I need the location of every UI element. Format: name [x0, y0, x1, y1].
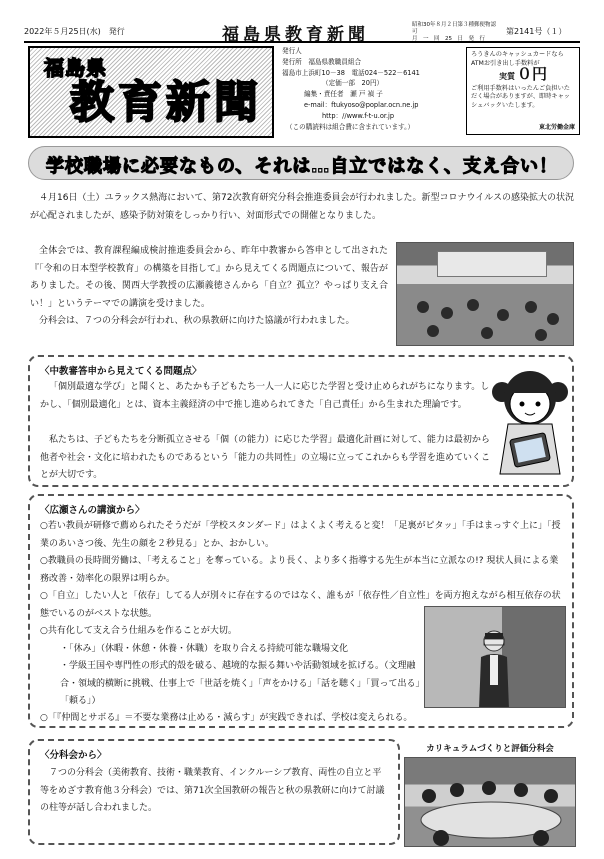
permit-line2: 月 一 回 25 日 発 行 [412, 36, 485, 42]
publisher-info [282, 46, 458, 132]
article-paragraph-2 [30, 243, 388, 331]
issuer-label: 発行所 [282, 57, 302, 66]
newspaper-logo [28, 46, 274, 138]
lecture-item-4: ○共有化して支え合う仕組みを作ることが大切。 [40, 626, 237, 636]
subcommittee-photo [404, 757, 576, 847]
ad-line1: ろうきんのキャッシュカードなら [471, 51, 564, 58]
lecture-subitem-2: ・学級王国や専門性の形式的殻を破る、越境的な振る舞いや活動領域を拡げる。（文理融合・領域的横断に挑戦、仕事上で「世話を焼く」「声をかける」「話を聴く」「買って出る」「頼る」） [60, 661, 421, 706]
article-paragraph-1 [30, 190, 574, 225]
attendee-head [467, 299, 479, 311]
girl-with-tablet-illustration [490, 362, 570, 478]
article-p2-text: 全体会では、教育課程編成検討推進委員会から、昨年中教審から答申として出された『「令和の日本型学校教育」の構築を目指して』から見えてくる問題点について、報告がありました。その後、関西大学教授の広瀬義徳さんから「自立？孤立？やっぱり支え合い！」というテーマでの講演を受けました。 [30, 246, 388, 309]
lecture-box-title: 〈広瀬さんの講演から〉 [40, 505, 145, 516]
ad-yen-value: ０円 [516, 65, 547, 83]
publisher-email[interactable]: e-mail：ftukyoso@poplar.ocn.ne.jp [304, 100, 419, 109]
logo-title: 教育新聞 [70, 77, 262, 128]
publisher-address: 福島市上浜町10－38 電話024－522－6141 [282, 68, 420, 77]
issue-number: 第2141号（１） [506, 27, 567, 36]
attendee-head [547, 313, 559, 325]
speaker-figure [477, 629, 511, 708]
permit-line1: 昭和30年８月２日第３種郵便物認可 [412, 22, 496, 35]
meeting-photo [396, 242, 574, 346]
header-rule [24, 41, 580, 43]
subcommittee-box-title: 〈分科会から〉 [40, 750, 107, 761]
publisher-editor: 編集・責任者 瀬 戸 禎 子 [304, 90, 383, 99]
photo-caption: カリキュラムづくりと評価分科会 [426, 744, 554, 754]
attendee-head [427, 325, 439, 337]
subcommittee-box [28, 739, 400, 845]
publisher-price: （定価一部 20円） [322, 79, 384, 88]
attendee-head [535, 329, 547, 341]
paper-name: 福島県教育新聞 [222, 25, 369, 45]
publisher-url[interactable]: http：//www.f-t-u.or.jp [322, 111, 395, 120]
attendee-head [525, 301, 537, 313]
publisher-org-row [282, 57, 458, 68]
subcommittee-scene [405, 758, 576, 847]
article-p1-text: ４月16日（土）ユラックス熱海において、第72次教育研究分科会推進委員会が行われました。新型コロナウイルスの感染拡大の状況が心配されましたが、感染予防対策をしっかり行い、対面形式での開催となりました。 [30, 193, 574, 221]
ad-yen-label: 実質 [499, 72, 515, 81]
lecture-item-5: ○「『仲間とサボる』＝不要な業務は止める・減らす」が実践できれば、学校は変えられる。 [40, 713, 413, 723]
attendee-head [417, 301, 429, 313]
ad-corp: 東北労働金庫 [538, 123, 575, 131]
ad-note: ご利用手数料はいったんご負担いただく場合がありますが、即時キャッシュバックいたします。 [471, 84, 570, 109]
lecture-subitem-1: ・「休み」（休暇・休憩・休養・休職）を取り合える持続可能な職場文化 [60, 644, 349, 654]
lecture-item-1: ○若い教員が研修で薦められたそうだが「学校スタンダード」はよくよく考えると変！「足裏がピタッ」「手はまっすぐ上に」「授業のあいさつ後、先生の顔を２秒見る」とか、おかしい。 [40, 521, 561, 549]
publisher-org: 福島県教職員組合 [308, 57, 362, 66]
speaker-photo [424, 606, 566, 708]
ad-yen-row [471, 65, 575, 83]
issues-box-text-1: 「個別最適な学び」と聞くと、あたかも子どもたち一人一人に応じた学習と受け止められがちになります。しかし、「個別最適化」とは、資本主義経済の中で推し進められてきた「自己責任」から生まれた理論です。 [40, 382, 490, 410]
ad-line2: ATMお引き出し手数料が [471, 59, 540, 67]
attendee-head [441, 307, 453, 319]
postal-permit [412, 22, 496, 43]
issue-date: 2022年５月25日(水) 発行 [24, 27, 125, 36]
attendee-head [497, 309, 509, 321]
projector-screen [437, 251, 547, 277]
masthead-top [24, 20, 580, 45]
publisher-label: 発行人 [282, 47, 302, 55]
logo-prefecture: 福島県 [44, 56, 107, 80]
lecture-item-2: ○教職員の長時間労働は、「考えること」を奪っている。より長く、より多く指導する先生が本当に立派なの!? 現状人員による業務改善・効率化の限界は明らか。 [40, 556, 559, 584]
subcommittee-box-text: ７つの分科会（美術教育、技術・職業教育、インクルーシブ教育、両性の自立と平等をめざす教育他３分科会）では、第71次全国教研の報告と秋の県教研に向けて討議の柱等が話し合われました。 [40, 768, 385, 813]
issues-box-title: 〈中教審答申から見えてくる問題点〉 [40, 366, 202, 377]
publisher-note: （この購読料は組合費に含まれています。） [286, 122, 415, 131]
headline-banner [28, 146, 574, 180]
issues-box-text-2: 私たちは、子どもたちを分断孤立させる「個（の能力）に応じた学習」最適化計画に対して、能力は最初から他者や社会・文化に培われたものであるという「能力の共同性」の立場に立ってこれからも学習を進めていくことが大切です。 [40, 435, 491, 480]
lecture-item-3: ○「自立」したい人と「依存」してる人が別々に存在するのではなく、誰もが「依存性／自立性」を両方抱えながら相互依存の状態でいるのがベストな状態。 [40, 591, 561, 619]
headline: 学校職場に必要なもの、それは…自立ではなく、支え合い！ [46, 156, 558, 177]
attendee-head [481, 327, 493, 339]
article-p3-text: 分科会は、７つの分科会が行われ、秋の県教研に向けた協議が行われました。 [39, 316, 355, 326]
rokin-advertisement [466, 47, 580, 135]
